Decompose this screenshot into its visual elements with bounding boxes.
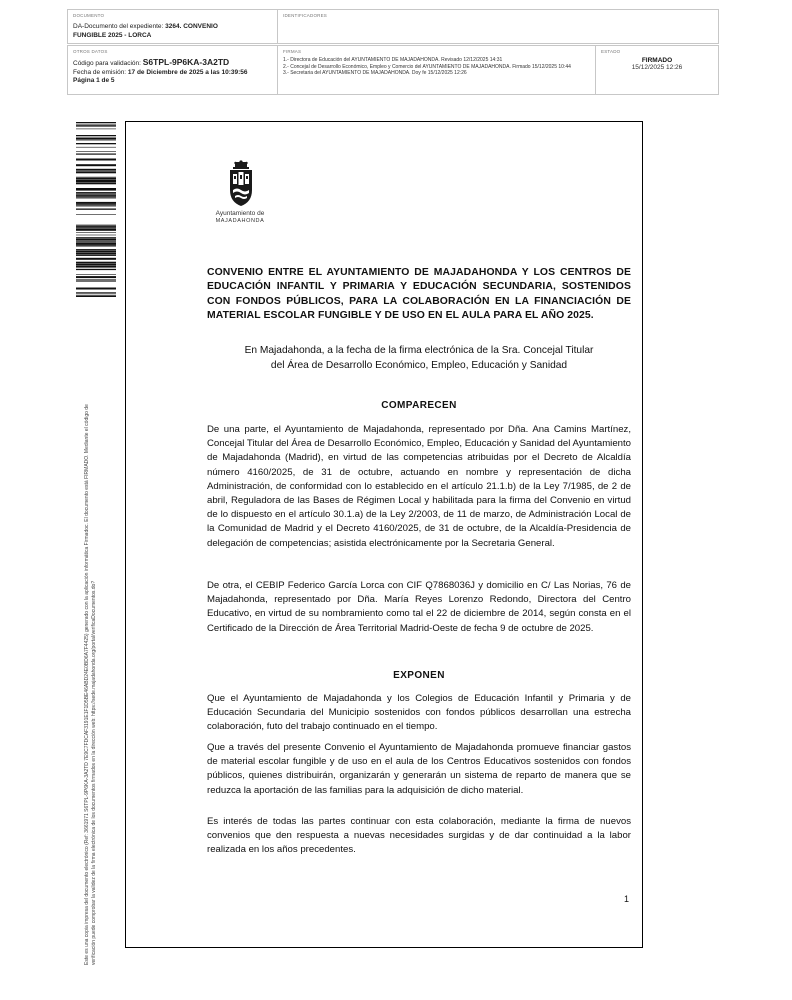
emission-prefix: Fecha de emisión: xyxy=(73,68,128,76)
document-title: CONVENIO ENTRE EL AYUNTAMIENTO DE MAJADAHONDA Y LOS CENTROS DE EDUCACIÓN INFANTIL Y PRIMARIA Y EDUCACIÓN SECUNDARIA, SOSTENIDOS CON FONDOS PÚBLICOS, PARA LA COLABORACIÓN EN LA FINANCIACIÓN DE MATERIAL ESCOLAR FUNGIBLE Y DE USO EN EL AULA PARA EL AÑO 2025. xyxy=(207,267,631,322)
logo-line-ayuntamiento: Ayuntamiento de xyxy=(215,210,265,217)
verification-side-text xyxy=(84,295,98,965)
intro-line: del Área de Desarrollo Económico, Empleo, Educación y Sanidad xyxy=(270,360,568,371)
emission-date: 17 de Diciembre de 2025 a las 10:39:56 xyxy=(127,68,248,76)
firmas-cell xyxy=(277,46,595,94)
side-text-line: verificación puede comprobar la validez de la firma electrónica de los documentos firmados en la dirección web: https://sede.majadahonda.org/portal/verificaDocumentos.do? xyxy=(90,580,97,965)
otros-datos-label: OTROS DATOS xyxy=(73,49,108,54)
paragraph: Que a través del presente Convenio el Ayuntamiento de Majadahonda promueve financiar gastos de material escolar fungible y de uso en el aula de los Centros Educativos sostenidos con fondos públicos, quienes distribuirán, organizarán y generarán un sistema de reparto de manera que se reduzca la aportación de las familias para la adquisición de dicho material. xyxy=(207,742,631,796)
identificadores-label: IDENTIFICADORES xyxy=(283,13,328,18)
document-cell xyxy=(68,10,277,43)
page-info: Página 1 de 5 xyxy=(73,77,115,84)
emission-line xyxy=(73,69,272,78)
paragraph: Es interés de todas las partes continuar con esta colaboración, mediante la firma de nuevos convenios que den respuesta a nuevas necesidades surgidas y de dar continuidad a la labor realizada en los años precedentes. xyxy=(207,816,631,856)
otros-datos-cell xyxy=(68,46,277,94)
estado-label: ESTADO xyxy=(601,49,621,54)
intro-line: En Majadahonda, a la fecha de la firma electrónica de la Sra. Concejal Titular xyxy=(244,345,594,356)
validation-code[interactable]: S6TPL-9P6KA-3A2TD xyxy=(142,57,230,67)
firma-item: 3.- Secretaria del AYUNTAMIENTO DE MAJADAHONDA. Doy fe 15/12/2025 12:26 xyxy=(283,70,467,77)
firmas-label: FIRMAS xyxy=(283,49,302,54)
page-number: 1 xyxy=(624,894,630,904)
document-header-row xyxy=(67,9,719,44)
majadahonda-coat-of-arms-icon xyxy=(218,160,264,208)
identificadores-cell xyxy=(277,10,718,43)
estado-value: FIRMADO xyxy=(641,57,673,64)
side-text-line: Este es una copia impresa del documento electrónico (Ref: 3661971 S6TPL-9P6KA-3A2TD 7E9C7FDCAF3191E1F1D5BE46ABD24E0BD6A7F4425) generado con la aplicación informática Firmadoc. El documento está FIRMADO. Mediante el código de xyxy=(84,404,90,965)
validation-code-line xyxy=(73,58,272,69)
estado-date: 15/12/2025 12:26 xyxy=(631,64,683,71)
firma-item: 2.- Concejal de Desarrollo Económico, Empleo y Comercio del AYUNTAMIENTO DE MAJADAHONDA. Firmado 15/12/2025 10:44 xyxy=(283,63,571,70)
documento-label: DOCUMENTO xyxy=(73,13,105,18)
paragraph: De otra, el CEBIP Federico García Lorca con CIF Q7868036J y domicilio en C/ Las Norias, 76 de Majadahonda, representado por Dña. María Reyes Lorenzo Redondo, Directora del Centro Educativo, en virtud de su nombramiento como tal el 22 de diciembre de 2014, según consta en el Certificado de la Dirección de Área Territorial Madrid-Oeste de fecha 9 de octubre de 2025. xyxy=(207,580,631,634)
document-prefix: DA-Documento del expediente: xyxy=(73,23,166,30)
paragraph: De una parte, el Ayuntamiento de Majadahonda, representado por Dña. Ana Camins Martínez, Concejal Titular del Área de Desarrollo Económico, Empleo, Educación y Sanidad del Ayuntamiento de Majadahonda (Madrid), en virtud de las competencias atribuidas por el Decreto de Alcaldía número 4160/2025, de 31 de octubre, actuando en nombre y representación de dicha Administración, de conformidad con lo establecido en el artículo 21.1.b) de la Ley 7/1985, de 2 de abril, Reguladora de las Bases de Régimen Local y habilitada para la firma del Convenio en virtud de lo dispuesto en el artículo 30.1.a) de la Ley 2/2003, de 11 de marzo, de Administración Local de la Comunidad de Madrid y el Decreto 4160/2025, de 31 de octubre, de la Alcaldía-Presidencia de delegación de competencias; asistida electrónicamente por la Secretaria General. xyxy=(207,424,631,549)
intro-block xyxy=(207,343,631,373)
paragraph: Que el Ayuntamiento de Majadahonda y los Colegios de Educación Infantil y Primaria y de Educación Secundaria del Municipio sostenidos con fondos públicos desarrollan una estrecha colaboración, futo del trabajo continuado en el tiempo. xyxy=(207,693,631,733)
code-prefix: Código para validación: xyxy=(73,60,143,67)
firma-item: 1.- Directora de Educación del AYUNTAMIENTO DE MAJADAHONDA. Revisado 12/12/2025 14:31 xyxy=(283,57,503,63)
document-number: 3264. CONVENIO xyxy=(165,23,218,30)
validation-barcode xyxy=(76,122,116,300)
logo-line-majadahonda: MAJADAHONDA xyxy=(215,218,265,224)
signature-header-row xyxy=(67,45,719,95)
document-reference xyxy=(73,23,272,40)
section-heading-comparecen: COMPARECEN xyxy=(381,400,457,411)
document-name: FUNGIBLE 2025 - LORCA xyxy=(73,31,152,39)
section-heading-exponen: EXPONEN xyxy=(393,670,445,681)
estado-cell xyxy=(595,46,718,94)
